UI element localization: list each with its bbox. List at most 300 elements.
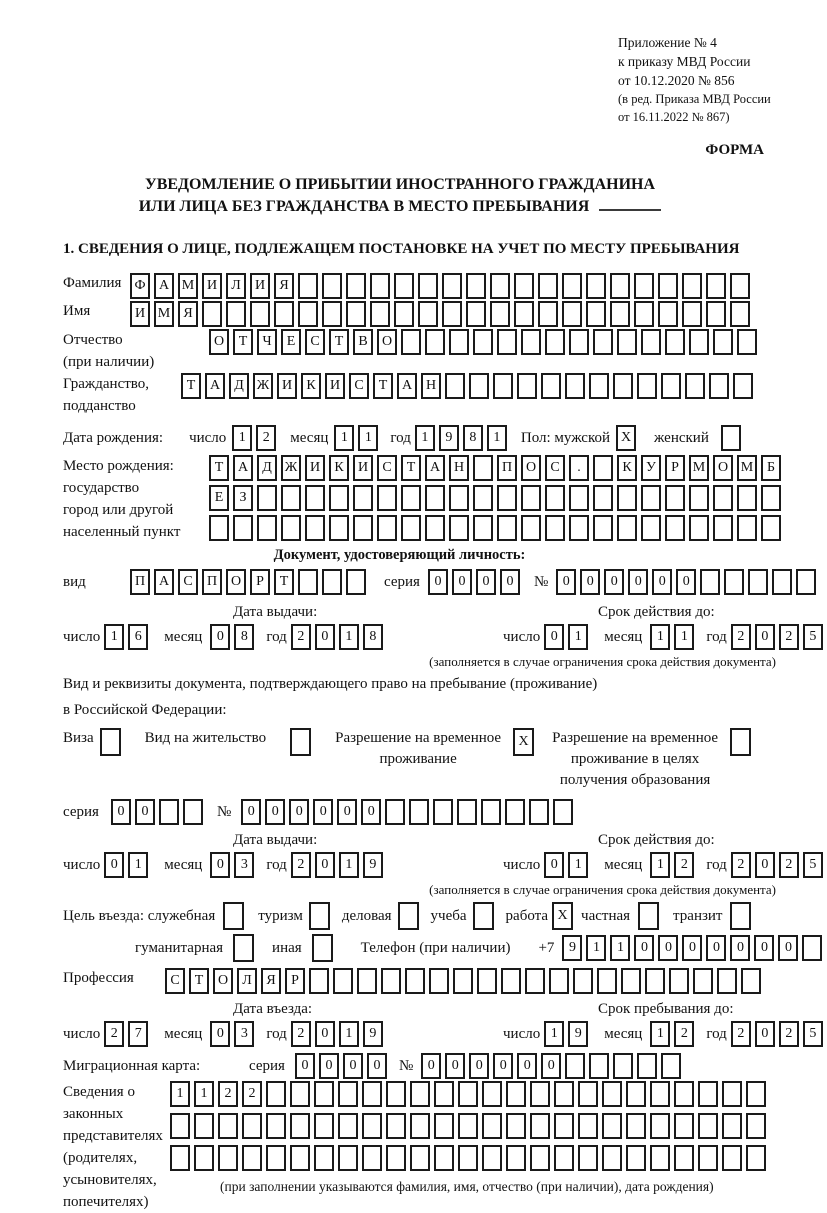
char-box[interactable] — [586, 301, 606, 327]
char-box[interactable] — [713, 329, 733, 355]
char-box[interactable] — [593, 515, 613, 541]
char-box[interactable]: 0 — [361, 799, 381, 825]
char-box[interactable] — [370, 301, 390, 327]
char-box[interactable]: Е — [209, 485, 229, 511]
char-box[interactable] — [569, 329, 589, 355]
char-box[interactable] — [322, 569, 342, 595]
char-box[interactable] — [386, 1145, 406, 1171]
char-box[interactable]: 0 — [452, 569, 472, 595]
char-box[interactable] — [194, 1113, 214, 1139]
char-box[interactable] — [706, 273, 726, 299]
char-box[interactable] — [362, 1145, 382, 1171]
char-box[interactable]: 0 — [500, 569, 520, 595]
char-box[interactable]: Т — [233, 329, 253, 355]
char-box[interactable] — [473, 485, 493, 511]
char-box[interactable] — [410, 1081, 430, 1107]
char-box[interactable] — [309, 968, 329, 994]
char-box[interactable] — [713, 485, 733, 511]
char-box[interactable]: 1 — [568, 852, 588, 878]
char-box[interactable]: С — [545, 455, 565, 481]
char-box[interactable]: 0 — [421, 1053, 441, 1079]
char-box[interactable] — [473, 515, 493, 541]
char-box[interactable] — [410, 1145, 430, 1171]
char-box[interactable] — [370, 273, 390, 299]
char-box[interactable] — [322, 301, 342, 327]
char-box[interactable]: И — [250, 273, 270, 299]
char-box[interactable] — [418, 301, 438, 327]
char-box[interactable]: К — [329, 455, 349, 481]
char-box[interactable] — [453, 968, 473, 994]
char-box[interactable] — [693, 968, 713, 994]
char-box[interactable]: 2 — [674, 852, 694, 878]
char-box[interactable]: 9 — [562, 935, 582, 961]
char-box[interactable] — [385, 799, 405, 825]
char-box[interactable] — [473, 455, 493, 481]
char-box[interactable]: С — [165, 968, 185, 994]
char-box[interactable]: 6 — [128, 624, 148, 650]
char-box[interactable]: 2 — [779, 852, 799, 878]
char-box[interactable] — [530, 1081, 550, 1107]
char-box[interactable] — [458, 1081, 478, 1107]
char-box[interactable] — [353, 515, 373, 541]
char-box[interactable] — [698, 1081, 718, 1107]
char-box[interactable]: 0 — [428, 569, 448, 595]
char-box[interactable]: 0 — [778, 935, 798, 961]
char-box[interactable] — [100, 728, 121, 756]
char-box[interactable] — [689, 485, 709, 511]
char-box[interactable] — [401, 515, 421, 541]
char-box[interactable] — [429, 968, 449, 994]
char-box[interactable] — [562, 273, 582, 299]
char-box[interactable] — [482, 1081, 502, 1107]
char-box[interactable] — [706, 301, 726, 327]
char-box[interactable] — [305, 485, 325, 511]
char-box[interactable]: Т — [209, 455, 229, 481]
char-box[interactable]: 8 — [363, 624, 383, 650]
char-box[interactable] — [553, 799, 573, 825]
char-box[interactable] — [578, 1145, 598, 1171]
char-box[interactable] — [638, 902, 659, 930]
char-box[interactable] — [554, 1113, 574, 1139]
char-box[interactable] — [698, 1113, 718, 1139]
char-box[interactable]: 8 — [234, 624, 254, 650]
char-box[interactable]: Ж — [281, 455, 301, 481]
char-box[interactable]: 1 — [334, 425, 354, 451]
char-box[interactable] — [506, 1081, 526, 1107]
char-box[interactable]: З — [233, 485, 253, 511]
char-box[interactable]: 2 — [291, 624, 311, 650]
char-box[interactable] — [209, 515, 229, 541]
char-box[interactable]: Б — [761, 455, 781, 481]
char-box[interactable]: 1 — [650, 1021, 670, 1047]
char-box[interactable] — [281, 515, 301, 541]
char-box[interactable] — [362, 1081, 382, 1107]
char-box[interactable] — [505, 799, 525, 825]
char-box[interactable] — [394, 301, 414, 327]
char-box[interactable] — [637, 373, 657, 399]
char-box[interactable]: 0 — [493, 1053, 513, 1079]
char-box[interactable] — [434, 1145, 454, 1171]
char-box[interactable] — [405, 968, 425, 994]
char-box[interactable] — [449, 329, 469, 355]
char-box[interactable]: 0 — [315, 624, 335, 650]
char-box[interactable] — [626, 1145, 646, 1171]
char-box[interactable] — [183, 799, 203, 825]
char-box[interactable]: 0 — [682, 935, 702, 961]
char-box[interactable] — [578, 1113, 598, 1139]
char-box[interactable]: 1 — [610, 935, 630, 961]
char-box[interactable] — [401, 485, 421, 511]
char-box[interactable] — [449, 515, 469, 541]
char-box[interactable]: И — [202, 273, 222, 299]
char-box[interactable] — [266, 1145, 286, 1171]
char-box[interactable]: 1 — [339, 852, 359, 878]
char-box[interactable] — [469, 373, 489, 399]
char-box[interactable] — [521, 515, 541, 541]
char-box[interactable]: И — [305, 455, 325, 481]
char-box[interactable]: О — [713, 455, 733, 481]
char-box[interactable]: 0 — [241, 799, 261, 825]
char-box[interactable]: М — [737, 455, 757, 481]
char-box[interactable]: Р — [665, 455, 685, 481]
char-box[interactable] — [549, 968, 569, 994]
char-box[interactable]: 0 — [541, 1053, 561, 1079]
char-box[interactable] — [329, 515, 349, 541]
char-box[interactable] — [490, 273, 510, 299]
char-box[interactable] — [730, 902, 751, 930]
char-box[interactable] — [602, 1113, 622, 1139]
char-box[interactable] — [521, 485, 541, 511]
char-box[interactable]: 0 — [111, 799, 131, 825]
char-box[interactable] — [650, 1113, 670, 1139]
char-box[interactable]: О — [226, 569, 246, 595]
char-box[interactable]: 1 — [568, 624, 588, 650]
char-box[interactable]: 3 — [234, 1021, 254, 1047]
char-box[interactable]: А — [154, 569, 174, 595]
char-box[interactable] — [298, 569, 318, 595]
char-box[interactable] — [458, 1145, 478, 1171]
char-box[interactable]: М — [689, 455, 709, 481]
char-box[interactable] — [737, 515, 757, 541]
char-box[interactable]: 2 — [779, 1021, 799, 1047]
char-box[interactable] — [458, 1113, 478, 1139]
char-box[interactable]: 0 — [210, 1021, 230, 1047]
char-box[interactable]: А — [233, 455, 253, 481]
char-box[interactable]: 0 — [367, 1053, 387, 1079]
char-box[interactable]: О — [213, 968, 233, 994]
char-box[interactable]: Ф — [130, 273, 150, 299]
char-box[interactable] — [466, 301, 486, 327]
char-box[interactable] — [634, 301, 654, 327]
char-box[interactable]: 1 — [650, 624, 670, 650]
char-box[interactable]: Ж — [253, 373, 273, 399]
char-box[interactable]: 0 — [104, 852, 124, 878]
char-box[interactable] — [394, 273, 414, 299]
char-box[interactable] — [593, 329, 613, 355]
char-box[interactable] — [613, 1053, 633, 1079]
char-box[interactable] — [473, 902, 494, 930]
char-box[interactable]: Ч — [257, 329, 277, 355]
char-box[interactable] — [281, 485, 301, 511]
char-box[interactable] — [641, 329, 661, 355]
char-box[interactable] — [597, 968, 617, 994]
char-box[interactable]: О — [521, 455, 541, 481]
char-box[interactable]: Л — [226, 273, 246, 299]
char-box[interactable] — [613, 373, 633, 399]
char-box[interactable]: Т — [274, 569, 294, 595]
char-box[interactable]: 0 — [445, 1053, 465, 1079]
char-box[interactable] — [514, 273, 534, 299]
char-box[interactable] — [665, 485, 685, 511]
char-box[interactable]: X — [616, 425, 636, 451]
char-box[interactable] — [748, 569, 768, 595]
char-box[interactable]: 2 — [218, 1081, 238, 1107]
char-box[interactable] — [730, 728, 751, 756]
char-box[interactable]: 2 — [291, 1021, 311, 1047]
char-box[interactable] — [377, 515, 397, 541]
char-box[interactable]: Е — [281, 329, 301, 355]
char-box[interactable] — [333, 968, 353, 994]
char-box[interactable] — [761, 485, 781, 511]
char-box[interactable] — [717, 968, 737, 994]
char-box[interactable] — [709, 373, 729, 399]
char-box[interactable]: 8 — [463, 425, 483, 451]
char-box[interactable]: 0 — [319, 1053, 339, 1079]
char-box[interactable]: 5 — [803, 1021, 823, 1047]
char-box[interactable] — [290, 1081, 310, 1107]
char-box[interactable] — [538, 301, 558, 327]
char-box[interactable]: 0 — [469, 1053, 489, 1079]
char-box[interactable] — [621, 968, 641, 994]
char-box[interactable] — [338, 1145, 358, 1171]
char-box[interactable] — [602, 1145, 622, 1171]
char-box[interactable]: 0 — [658, 935, 678, 961]
char-box[interactable] — [746, 1081, 766, 1107]
char-box[interactable] — [493, 373, 513, 399]
char-box[interactable] — [589, 1053, 609, 1079]
char-box[interactable] — [346, 569, 366, 595]
char-box[interactable] — [530, 1113, 550, 1139]
char-box[interactable]: 5 — [803, 852, 823, 878]
char-box[interactable]: 0 — [754, 935, 774, 961]
char-box[interactable]: 0 — [210, 624, 230, 650]
char-box[interactable] — [442, 301, 462, 327]
char-box[interactable] — [425, 329, 445, 355]
char-box[interactable] — [517, 373, 537, 399]
char-box[interactable] — [314, 1145, 334, 1171]
char-box[interactable] — [386, 1081, 406, 1107]
char-box[interactable]: У — [641, 455, 661, 481]
char-box[interactable]: 0 — [706, 935, 726, 961]
char-box[interactable]: 0 — [265, 799, 285, 825]
char-box[interactable] — [554, 1145, 574, 1171]
char-box[interactable]: Т — [329, 329, 349, 355]
char-box[interactable] — [541, 373, 561, 399]
char-box[interactable] — [274, 301, 294, 327]
char-box[interactable] — [497, 329, 517, 355]
char-box[interactable]: 2 — [291, 852, 311, 878]
char-box[interactable]: К — [301, 373, 321, 399]
char-box[interactable] — [713, 515, 733, 541]
char-box[interactable] — [796, 569, 816, 595]
char-box[interactable] — [346, 301, 366, 327]
char-box[interactable] — [617, 515, 637, 541]
char-box[interactable] — [578, 1081, 598, 1107]
char-box[interactable]: Л — [237, 968, 257, 994]
char-box[interactable] — [501, 968, 521, 994]
char-box[interactable] — [409, 799, 429, 825]
char-box[interactable] — [545, 329, 565, 355]
char-box[interactable]: 0 — [628, 569, 648, 595]
char-box[interactable]: О — [209, 329, 229, 355]
char-box[interactable] — [573, 968, 593, 994]
char-box[interactable] — [682, 273, 702, 299]
char-box[interactable]: 1 — [194, 1081, 214, 1107]
char-box[interactable] — [674, 1113, 694, 1139]
char-box[interactable]: Д — [229, 373, 249, 399]
char-box[interactable] — [290, 728, 311, 756]
char-box[interactable]: Т — [181, 373, 201, 399]
char-box[interactable] — [298, 301, 318, 327]
char-box[interactable] — [565, 373, 585, 399]
char-box[interactable]: 0 — [755, 624, 775, 650]
char-box[interactable] — [650, 1145, 670, 1171]
char-box[interactable]: 1 — [232, 425, 252, 451]
char-box[interactable] — [257, 485, 277, 511]
char-box[interactable] — [562, 301, 582, 327]
char-box[interactable] — [674, 1145, 694, 1171]
char-box[interactable] — [610, 273, 630, 299]
char-box[interactable]: 0 — [476, 569, 496, 595]
char-box[interactable] — [617, 329, 637, 355]
char-box[interactable] — [634, 273, 654, 299]
char-box[interactable] — [322, 273, 342, 299]
char-box[interactable] — [658, 301, 678, 327]
char-box[interactable]: М — [178, 273, 198, 299]
char-box[interactable]: 0 — [604, 569, 624, 595]
char-box[interactable] — [761, 515, 781, 541]
char-box[interactable]: С — [349, 373, 369, 399]
char-box[interactable]: И — [130, 301, 150, 327]
char-box[interactable] — [529, 799, 549, 825]
char-box[interactable]: 2 — [674, 1021, 694, 1047]
char-box[interactable]: 2 — [256, 425, 276, 451]
char-box[interactable] — [682, 301, 702, 327]
char-box[interactable] — [266, 1081, 286, 1107]
char-box[interactable]: 1 — [650, 852, 670, 878]
char-box[interactable] — [514, 301, 534, 327]
char-box[interactable]: А — [425, 455, 445, 481]
char-box[interactable] — [410, 1113, 430, 1139]
char-box[interactable]: 9 — [363, 852, 383, 878]
char-box[interactable] — [202, 301, 222, 327]
char-box[interactable]: 0 — [343, 1053, 363, 1079]
char-box[interactable] — [730, 273, 750, 299]
char-box[interactable]: 1 — [339, 624, 359, 650]
char-box[interactable]: 0 — [315, 1021, 335, 1047]
char-box[interactable] — [674, 1081, 694, 1107]
char-box[interactable] — [700, 569, 720, 595]
char-box[interactable]: Т — [401, 455, 421, 481]
char-box[interactable]: 0 — [517, 1053, 537, 1079]
char-box[interactable] — [309, 902, 330, 930]
char-box[interactable]: Я — [274, 273, 294, 299]
char-box[interactable]: 0 — [337, 799, 357, 825]
char-box[interactable] — [170, 1113, 190, 1139]
char-box[interactable]: 0 — [544, 852, 564, 878]
char-box[interactable]: X — [513, 728, 534, 756]
char-box[interactable] — [434, 1113, 454, 1139]
char-box[interactable] — [314, 1081, 334, 1107]
char-box[interactable]: Д — [257, 455, 277, 481]
char-box[interactable] — [689, 515, 709, 541]
char-box[interactable] — [497, 485, 517, 511]
char-box[interactable] — [569, 485, 589, 511]
char-box[interactable] — [733, 373, 753, 399]
char-box[interactable]: П — [130, 569, 150, 595]
char-box[interactable]: 0 — [652, 569, 672, 595]
char-box[interactable] — [545, 485, 565, 511]
char-box[interactable]: 0 — [289, 799, 309, 825]
char-box[interactable]: 7 — [128, 1021, 148, 1047]
char-box[interactable] — [233, 934, 254, 962]
char-box[interactable] — [233, 515, 253, 541]
char-box[interactable] — [377, 485, 397, 511]
char-box[interactable] — [661, 1053, 681, 1079]
char-box[interactable]: И — [353, 455, 373, 481]
char-box[interactable] — [329, 485, 349, 511]
char-box[interactable] — [312, 934, 333, 962]
char-box[interactable] — [545, 515, 565, 541]
char-box[interactable] — [425, 515, 445, 541]
char-box[interactable] — [586, 273, 606, 299]
char-box[interactable] — [314, 1113, 334, 1139]
char-box[interactable]: 0 — [676, 569, 696, 595]
char-box[interactable]: М — [154, 301, 174, 327]
char-box[interactable]: 0 — [135, 799, 155, 825]
char-box[interactable]: 1 — [544, 1021, 564, 1047]
char-box[interactable] — [290, 1145, 310, 1171]
char-box[interactable]: Р — [250, 569, 270, 595]
char-box[interactable]: 0 — [556, 569, 576, 595]
char-box[interactable]: 2 — [731, 1021, 751, 1047]
char-box[interactable]: 0 — [313, 799, 333, 825]
char-box[interactable] — [645, 968, 665, 994]
char-box[interactable]: Р — [285, 968, 305, 994]
char-box[interactable] — [449, 485, 469, 511]
char-box[interactable] — [665, 515, 685, 541]
char-box[interactable] — [589, 373, 609, 399]
char-box[interactable] — [685, 373, 705, 399]
char-box[interactable] — [457, 799, 477, 825]
char-box[interactable]: П — [497, 455, 517, 481]
char-box[interactable] — [242, 1145, 262, 1171]
char-box[interactable]: 2 — [242, 1081, 262, 1107]
char-box[interactable] — [398, 902, 419, 930]
char-box[interactable] — [290, 1113, 310, 1139]
char-box[interactable] — [802, 935, 822, 961]
char-box[interactable] — [353, 485, 373, 511]
char-box[interactable]: 2 — [731, 852, 751, 878]
char-box[interactable]: 2 — [779, 624, 799, 650]
char-box[interactable]: Т — [373, 373, 393, 399]
char-box[interactable] — [746, 1113, 766, 1139]
char-box[interactable]: 0 — [730, 935, 750, 961]
char-box[interactable] — [569, 515, 589, 541]
char-box[interactable]: С — [305, 329, 325, 355]
char-box[interactable] — [530, 1145, 550, 1171]
char-box[interactable]: А — [397, 373, 417, 399]
